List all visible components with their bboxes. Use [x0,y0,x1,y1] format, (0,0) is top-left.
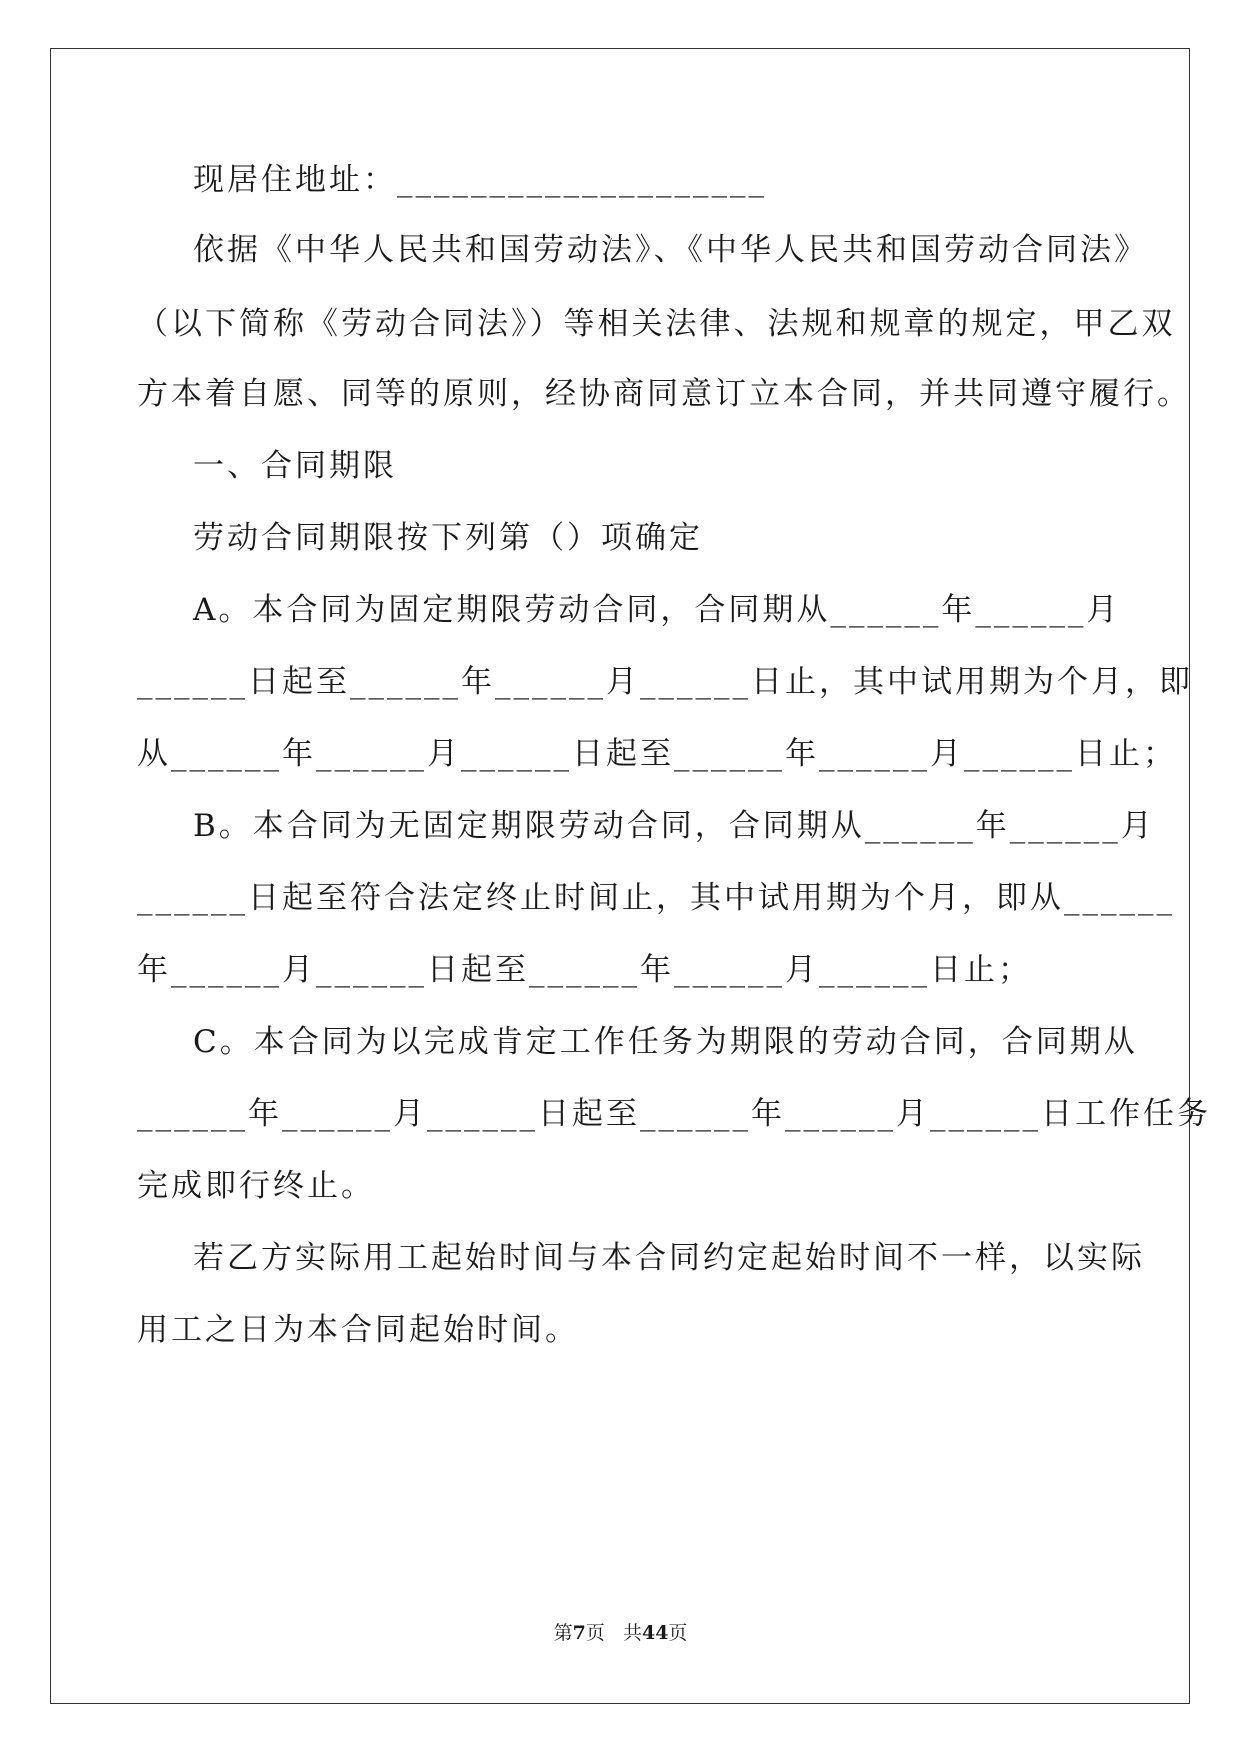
paragraph-line: 完成即行终止。 [137,1168,375,1204]
paragraph-line: A。本合同为固定期限劳动合同，合同期从______年______月 [193,592,1121,628]
paragraph-line: ______日起至符合法定终止时间止，其中试用期为个月，即从______ [137,880,1175,916]
paragraph-line: 劳动合同期限按下列第（）项确定 [193,520,703,556]
footer-total-unit: 页 [668,1622,688,1644]
paragraph-line: 用工之日为本合同起始时间。 [137,1312,579,1348]
footer-prefix: 第 [553,1622,573,1644]
paragraph-line: 年______月______日起至______年______月______日止； [137,952,1032,988]
page-footer [0,1618,1241,1645]
total-pages: 44 [641,1622,669,1644]
paragraph-line: ______年______月______日起至______年______月______日工作任务 [137,1096,1211,1132]
paragraph-line: 若乙方实际用工起始时间与本合同约定起始时间不一样，以实际 [193,1240,1145,1276]
paragraph-line: ______日起至______年______月______日止，其中试用期为个月，即 [137,664,1193,700]
paragraph-line: 方本着自愿、同等的原则，经协商同意订立本合同，并共同遵守履行。 [137,376,1191,412]
paragraph-line: 从______年______月______日起至______年______月______日止； [137,736,1177,772]
page-number: 7 [572,1622,586,1644]
paragraph-line: C。本合同为以完成肯定工作任务为期限的劳动合同，合同期从 [193,1024,1138,1060]
page-border [50,48,1190,1704]
footer-page-unit: 页 [585,1622,605,1644]
footer-total-prefix: 共 [622,1622,642,1644]
paragraph-line: 依据《中华人民共和国劳动法》、《中华人民共和国劳动合同法》 [193,232,1148,268]
address-field-line: 现居住地址：____________________ [193,162,767,198]
paragraph-line: B。本合同为无固定期限劳动合同，合同期从______年______月 [193,808,1155,844]
section-heading: 一、合同期限 [193,448,397,484]
paragraph-line: （以下简称《劳动合同法》）等相关法律、法规和规章的规定，甲乙双 [137,306,1176,342]
